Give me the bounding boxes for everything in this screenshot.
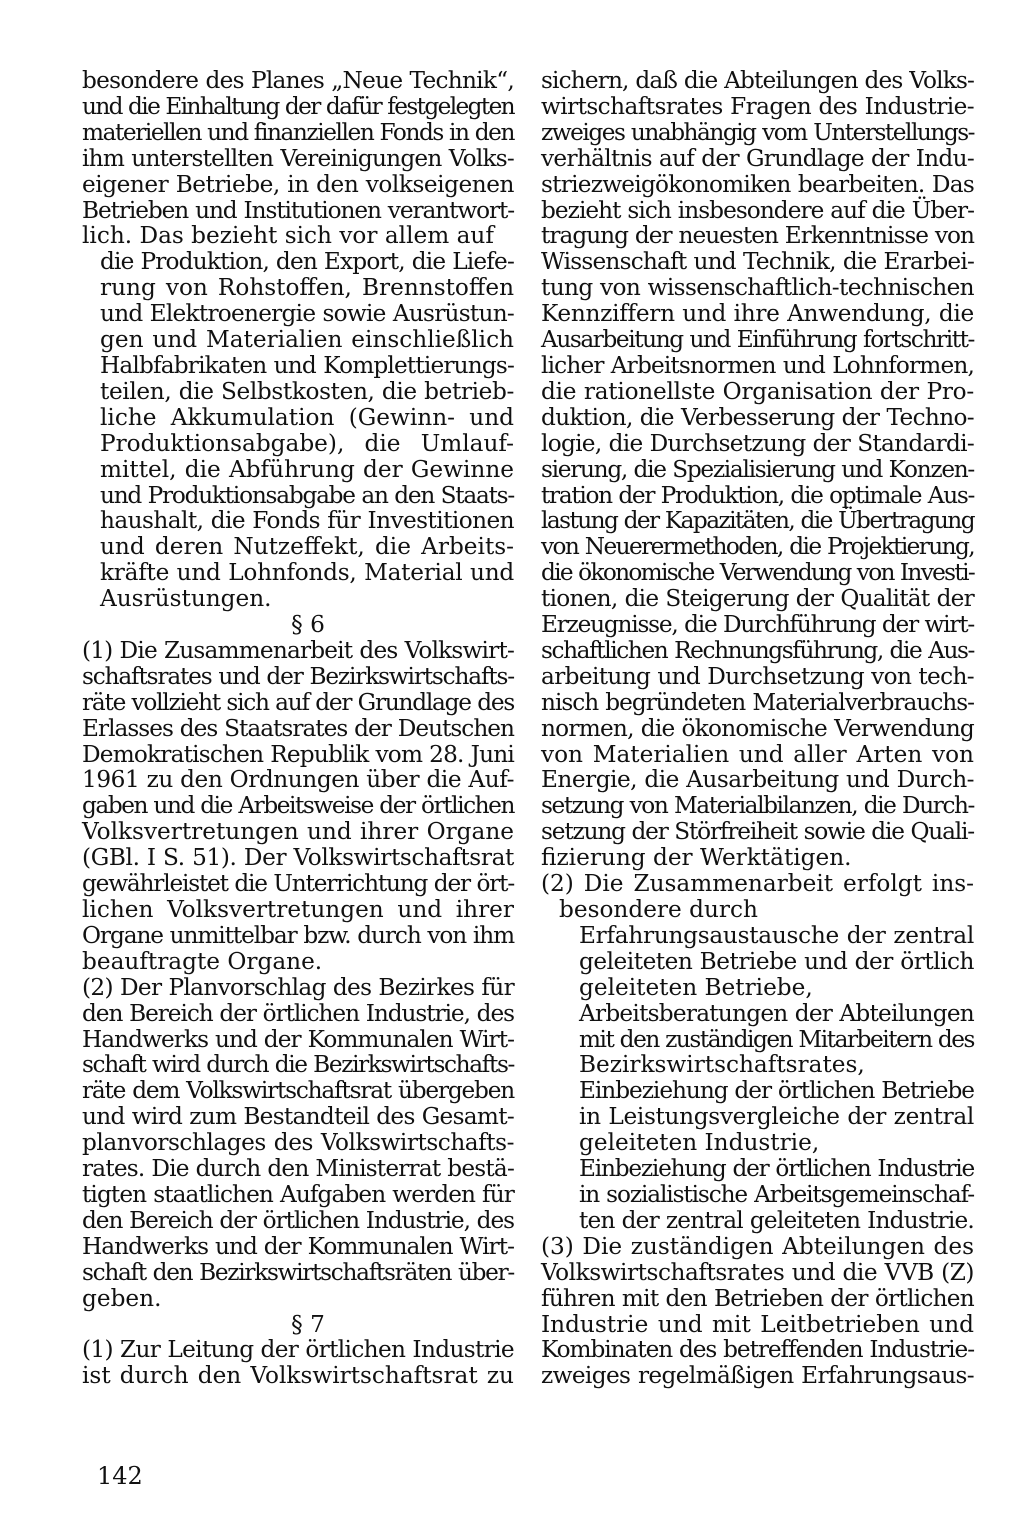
text-line: schaftlichen Rechnungsführung, die Aus- [541, 636, 974, 664]
text-line: räte dem Volkswirtschaftsrat übergeben [82, 1077, 514, 1105]
text-line: und Produktionsabgabe an den Staats- [100, 481, 514, 509]
text-line: Ausarbeitung und Einführung fortschritt- [541, 326, 974, 354]
text-line: striezweigökonomiken bearbeiten. Das [541, 170, 974, 198]
text-line: ten der zentral geleiteten Industrie. [579, 1206, 974, 1234]
text-line: die rationellste Organisation der Pro- [541, 377, 974, 405]
text-line: und deren Nutzeffekt, die Arbeits- [100, 533, 514, 561]
text-line: planvorschlages des Volkswirtschafts- [82, 1129, 514, 1157]
text-line: in sozialistische Arbeitsgemeinschaf- [579, 1180, 974, 1208]
text-line: führen mit den Betrieben der örtlichen [541, 1284, 974, 1312]
text-line: von Neuerermethoden, die Projektierung, [541, 533, 974, 561]
text-line: eigener Betriebe, in den volkseigenen [82, 170, 514, 198]
text-line: teilen, die Selbstkosten, die betrieb- [100, 377, 514, 405]
text-line: Erzeugnisse, die Durchführung der wirt- [541, 611, 974, 639]
text-line: Bezirkswirtschaftsrates, [579, 1051, 865, 1079]
text-line: Erlasses des Staatsrates der Deutschen [82, 714, 514, 742]
text-line: geleiteten Betriebe, [579, 973, 813, 1001]
text-line: logie, die Durchsetzung der Standardi- [541, 429, 974, 457]
text-line: Einbeziehung der örtlichen Betriebe [579, 1077, 974, 1105]
text-line: lastung der Kapazitäten, die Übertragung [541, 507, 974, 535]
text-line: Industrie und mit Leitbetrieben und [541, 1310, 974, 1338]
text-line: arbeitung und Durchsetzung von tech- [541, 662, 974, 690]
paragraph [82, 975, 514, 1312]
paragraph [541, 1234, 974, 1389]
text-line: Organe unmittelbar bzw. durch von ihm [82, 921, 514, 949]
text-line: Energie, die Ausarbeitung und Durch- [541, 766, 974, 794]
text-line: lichen Volksvertretungen und ihrer [82, 896, 514, 923]
text-line: in Leistungsvergleiche der zentral [579, 1103, 974, 1131]
text-line: Kombinaten des betreffenden Industrie- [541, 1336, 974, 1364]
text-line: geleiteten Industrie, [579, 1129, 820, 1157]
text-line: Betrieben und Institutionen verantwort- [82, 196, 514, 224]
text-line: und Elektroenergie sowie Ausrüstun- [100, 300, 514, 328]
text-line: Demokratischen Republik vom 28. Juni [82, 740, 514, 768]
text-line: haushalt, die Fonds für Investitionen [100, 507, 514, 535]
text-line: Handwerks und der Kommunalen Wirt- [82, 1232, 514, 1260]
text-line: Kennziffern und ihre Anwendung, die [541, 300, 974, 328]
text-line: (2) Die Zusammenarbeit erfolgt ins- [541, 870, 974, 898]
page-number: 142 [97, 1462, 143, 1490]
text-line: gen und Materialien einschließlich [100, 326, 514, 354]
text-line: nisch begründeten Materialverbrauchs- [541, 688, 974, 716]
text-line: besondere durch [559, 896, 758, 923]
text-line: ihm unterstellten Vereinigungen Volks- [82, 144, 514, 172]
text-line: mit den zuständigen Mitarbeitern des [579, 1025, 974, 1053]
text-line: tung von wissenschaftlich-technischen [541, 274, 974, 302]
text-line: materiellen und finanziellen Fonds in den [82, 118, 514, 146]
paragraph [82, 638, 514, 975]
text-line: tigten staatlichen Aufgaben werden für [82, 1180, 514, 1208]
text-line: von Materialien und aller Arten von [541, 740, 974, 768]
text-line: Produktionsabgabe), die Umlauf- [100, 429, 514, 457]
text-line: schaft wird durch die Bezirkswirtschafts- [82, 1051, 514, 1079]
text-line: lich. Das bezieht sich vor allem auf [82, 222, 494, 250]
text-line: schaftsrates und der Bezirkswirtschafts- [82, 662, 514, 690]
text-line: rates. Die durch den Ministerrat bestä- [82, 1155, 514, 1183]
paragraph [82, 68, 514, 249]
text-line: gaben und die Arbeitsweise der örtlichen [82, 792, 514, 820]
text-line: Volkswirtschaftsrates und die VVB (Z) [541, 1258, 974, 1286]
section-heading-6: § 6 [291, 611, 325, 639]
text-line: gewährleistet die Unterrichtung der ört- [82, 870, 514, 898]
text-line: (GBl. I S. 51). Der Volkswirtschaftsrat [82, 844, 514, 872]
text-line: setzung der Störfreiheit sowie die Quali- [541, 818, 974, 846]
text-line: sichern, daß die Abteilungen des Volks- [541, 67, 974, 94]
text-line: tration der Produktion, die optimale Aus- [541, 481, 974, 509]
text-line: zweiges regelmäßigen Erfahrungsaus- [541, 1362, 974, 1390]
text-line: ist durch den Volkswirtschaftsrat zu [82, 1362, 514, 1390]
paragraph [82, 1337, 514, 1389]
text-line: Wissenschaft und Technik, die Erarbei- [541, 248, 974, 276]
left-column [82, 68, 514, 1389]
right-column [541, 68, 974, 1389]
indented-list-paragraph [82, 249, 514, 612]
text-line: beauftragte Organe. [82, 947, 323, 975]
text-line: sierung, die Spezialisierung und Konzen- [541, 455, 974, 483]
text-line: (1) Die Zusammenarbeit des Volkswirt- [82, 636, 514, 664]
text-line: duktion, die Verbesserung der Techno- [541, 403, 974, 431]
text-line: setzung von Materialbilanzen, die Durch- [541, 792, 974, 820]
text-line: tragung der neuesten Erkenntnisse von [541, 222, 974, 250]
text-line: besondere des Planes „Neue Technik“, [82, 67, 514, 94]
text-line: bezieht sich insbesondere auf die Über- [541, 196, 974, 224]
text-line: Ausrüstungen. [100, 585, 272, 613]
indented-list-paragraph [541, 923, 974, 1234]
text-line: räte vollzieht sich auf der Grundlage des [82, 688, 514, 716]
text-line: den Bereich der örtlichen Industrie, des [82, 1206, 514, 1234]
text-line: Halbfabrikaten und Komplettierungs- [100, 351, 514, 379]
text-line: normen, die ökonomische Verwendung [541, 714, 974, 742]
text-line: (3) Die zuständigen Abteilungen des [541, 1232, 974, 1260]
text-line: Handwerks und der Kommunalen Wirt- [82, 1025, 514, 1053]
text-line: rung von Rohstoffen, Brennstoffen [100, 274, 514, 302]
text-line: kräfte und Lohnfonds, Material und [100, 559, 514, 587]
text-line: geleiteten Betriebe und der örtlich [579, 947, 974, 975]
text-line: die ökonomische Verwendung von Investi- [541, 559, 974, 587]
text-line: den Bereich der örtlichen Industrie, des [82, 999, 514, 1027]
text-line: geben. [82, 1284, 162, 1312]
text-line: Einbeziehung der örtlichen Industrie [579, 1155, 974, 1183]
text-line: tionen, die Steigerung der Qualität der [541, 585, 974, 613]
paragraph [541, 68, 974, 871]
text-line: und wird zum Bestandteil des Gesamt- [82, 1103, 514, 1131]
text-line: schaft den Bezirkswirtschaftsräten über- [82, 1258, 514, 1286]
text-line: mittel, die Abführung der Gewinne [100, 455, 514, 483]
text-line: Arbeitsberatungen der Abteilungen [579, 999, 974, 1027]
text-line: fizierung der Werktätigen. [541, 844, 852, 872]
text-line: Erfahrungsaustausche der zentral [579, 921, 974, 949]
paragraph [541, 871, 974, 923]
text-line: (1) Zur Leitung der örtlichen Industrie [82, 1336, 514, 1364]
text-line: und die Einhaltung der dafür festgelegten [82, 92, 514, 120]
text-line: die Produktion, den Export, die Liefe- [100, 248, 514, 276]
text-line: liche Akkumulation (Gewinn- und [100, 403, 514, 431]
text-line: wirtschaftsrates Fragen des Industrie- [541, 92, 974, 120]
text-line: zweiges unabhängig vom Unterstellungs- [541, 118, 974, 146]
section-heading-7: § 7 [291, 1310, 325, 1338]
text-line: 1961 zu den Ordnungen über die Auf- [82, 766, 514, 794]
text-line: Volksvertretungen und ihrer Organe [82, 818, 514, 846]
text-line: verhältnis auf der Grundlage der Indu- [541, 144, 974, 172]
text-line: licher Arbeitsnormen und Lohnformen, [541, 351, 974, 379]
text-line: (2) Der Planvorschlag des Bezirkes für [82, 973, 514, 1001]
